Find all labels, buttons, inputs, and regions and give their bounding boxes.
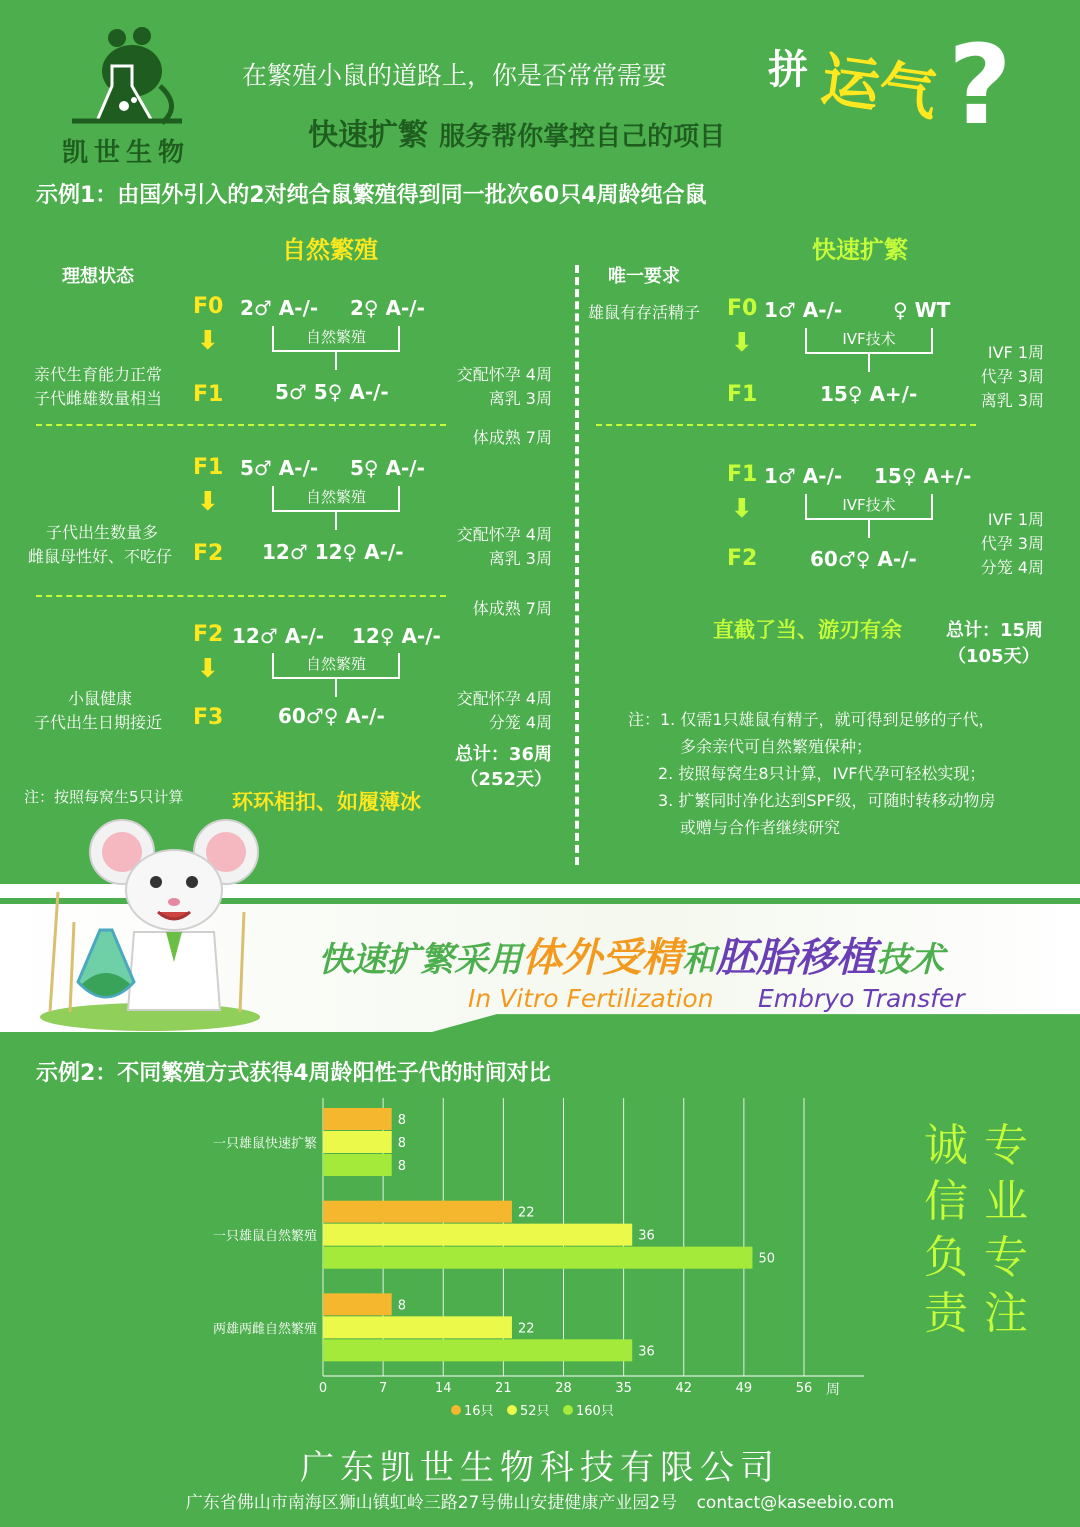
gen-f0-label: F0 [727,296,758,321]
motto-right: 专业专注 [984,1120,1028,1339]
down-arrow-icon: ⬇ [197,326,219,356]
bar [323,1316,512,1338]
fast-note-line: 或赠与合作者继续研究 [680,818,841,837]
legend-marker [451,1405,461,1415]
method-bracket: IVF技术 [805,328,933,354]
method-bracket: 自然繁殖 [272,326,400,352]
bar-value-label: 36 [638,1228,655,1244]
bar-value-label: 22 [517,1205,535,1221]
natural-note: 子代出生数量多 [46,523,159,542]
natural-note: 子代雌雄数量相当 [34,389,163,408]
bar [323,1131,392,1153]
bar-chart [0,1090,900,1430]
method-bracket: 自然繁殖 [272,486,400,512]
natural-slogan: 环环相扣、如履薄冰 [232,790,421,814]
offspring-result: 60♂♀ A-/- [278,704,385,728]
fast-total-days: （105天） [948,646,1040,667]
parent-female: 15♀ A+/- [874,464,972,488]
bar-value-label: 8 [397,1113,406,1128]
mouse-flask-logo-icon [62,26,192,126]
natural-total-days: （252天） [460,769,552,790]
legend-label: 52只 [520,1404,550,1419]
down-arrow-icon: ⬇ [197,487,219,517]
offspring-result: 12♂ 12♀ A-/- [262,540,404,564]
legend-label: 160只 [576,1404,614,1419]
parent-female: 12♀ A-/- [352,624,441,648]
parent-male: 1♂ A-/- [764,464,843,488]
x-tick-label: 14 [434,1381,452,1396]
fast-total: 总计：15周 [946,620,1044,641]
divider-dashed [36,424,446,426]
fast-requirement-label: 唯一要求 [608,266,680,287]
x-tick-label: 0 [318,1381,328,1396]
gen-f1-label: F1 [727,382,758,407]
bar-value-label: 8 [397,1136,406,1151]
bar [323,1293,392,1315]
bar [323,1108,392,1130]
x-tick-label: 28 [555,1381,572,1396]
fast-requirement-text: 雄鼠有存活精子 [588,303,701,322]
legend-marker [563,1405,573,1415]
time-mating: 交配怀孕 4周 [456,525,552,544]
bar-value-label: 8 [397,1159,406,1174]
bracket-stem [868,354,870,372]
offspring-result: 60♂♀ A-/- [810,547,917,571]
time-maturity: 体成熟 7周 [472,428,552,447]
bar [323,1154,392,1176]
natural-total: 总计：36周 [454,744,552,765]
fast-heading: 快速扩繁 [812,236,908,264]
time-weaning: 离乳 3周 [488,389,552,408]
x-axis-label: 周 [826,1382,840,1398]
banner-ivf-en: In Vitro Fertilization [468,984,714,1013]
time-maturity: 体成熟 7周 [472,599,552,618]
bracket-stem [335,352,337,370]
gen-f0-label: F0 [193,294,224,319]
time-ivf: IVF 1周 [987,343,1044,362]
down-arrow-icon: ⬇ [731,494,753,524]
category-label: 一只雄鼠快速扩繁 [212,1136,317,1152]
gen-f1-label: F1 [193,382,224,407]
gen-f2-label: F2 [193,541,224,566]
divider-dashed [596,424,976,426]
banner-title [318,926,944,983]
gen-f2-label: F2 [727,546,758,571]
offspring-result: 5♂ 5♀ A-/- [275,380,389,404]
fast-notes [628,706,1048,841]
header-question-text: 在繁殖小鼠的道路上，你是否常常需要 [242,61,668,90]
header-service-text: 服务帮你掌控自己的项目 [439,122,726,152]
legend-label: 16只 [464,1404,494,1419]
parent-male: 2♂ A-/- [240,296,319,320]
x-tick-label: 49 [735,1381,753,1396]
parent-male: 5♂ A-/- [240,456,319,480]
gen-f2-label: F2 [193,622,224,647]
header-luck: 运气 [817,45,942,129]
fast-slogan: 直截了当、游刃有余 [713,618,902,642]
time-weaning: 离乳 3周 [488,549,552,568]
natural-note: 雌鼠母性好、不吃仔 [28,547,173,566]
offspring-result: 15♀ A+/- [820,382,918,406]
x-tick-label: 42 [675,1381,693,1396]
example2-title: 示例2：不同繁殖方式获得4周龄阳性子代的时间对比 [36,1061,551,1086]
time-split: 分笼 4周 [980,558,1044,577]
method-bracket: IVF技术 [805,494,933,520]
gen-f3-label: F3 [193,705,224,730]
category-label: 两雄两雌自然繁殖 [212,1321,317,1337]
parent-male: 1♂ A-/- [764,298,843,322]
parent-female: 5♀ A-/- [350,456,425,480]
x-tick-label: 7 [378,1381,388,1396]
banner-title-part: 技术 [876,940,944,980]
column-divider [575,265,579,865]
mouse-mascot-icon [30,812,270,1032]
footer-address-line [0,1488,1080,1513]
example1-title: 示例1：由国外引入的2对纯合鼠繁殖得到同一批次60只4周龄纯合鼠 [36,183,707,208]
natural-state-label: 理想状态 [62,266,134,287]
down-arrow-icon: ⬇ [731,328,753,358]
banner-ivf: 体外受精 [522,935,682,981]
x-tick-label: 35 [615,1381,632,1396]
natural-footnote: 注：按照每窝生5只计算 [24,788,184,806]
bracket-stem [335,512,337,530]
header-line1 [242,56,667,92]
bar-value-label: 8 [397,1298,406,1314]
natural-note: 小鼠健康 [68,689,133,708]
brand-logo [62,26,192,168]
legend-marker [507,1405,517,1415]
fast-note-line: 多余亲代可自然繁殖保种； [680,737,873,756]
bar-value-label: 36 [638,1344,655,1360]
footer-contact[interactable]: contact@kaseebio.com [696,1493,895,1513]
brand-name: 凯世生物 [62,138,191,168]
down-arrow-icon: ⬇ [197,654,219,684]
fast-note-line: 注：1. 仅需1只雄鼠有精子，就可得到足够的子代， [628,710,995,729]
time-weaning: 离乳 3周 [980,391,1044,410]
bar-value-label: 50 [758,1251,776,1267]
fast-note-line: 3. 扩繁同时净化达到SPF级，可随时转移动物房 [658,791,996,810]
bar [323,1339,632,1361]
time-surrogate: 代孕 3周 [980,367,1044,386]
x-tick-label: 56 [795,1381,813,1396]
bar [323,1247,752,1269]
header-fast-breeding: 快速扩繁 [308,118,428,153]
time-mating: 交配怀孕 4周 [456,365,552,384]
parent-male: 12♂ A-/- [232,624,325,648]
divider-dashed [36,595,446,597]
natural-heading: 自然繁殖 [282,236,378,264]
natural-note: 亲代生育能力正常 [34,365,163,384]
banner-title-part: 快速扩繁采用 [318,940,522,980]
method-bracket: 自然繁殖 [272,653,400,679]
bracket-stem [868,520,870,538]
category-label: 一只雄鼠自然繁殖 [212,1229,317,1245]
gen-f1-label: F1 [193,455,224,480]
bracket-stem [335,679,337,697]
parent-female: ♀ WT [893,298,951,322]
motto-left: 诚信负责 [924,1120,968,1339]
header-pin: 拼 [768,47,808,93]
bar [323,1224,632,1246]
banner-et-en: Embryo Transfer [758,984,965,1013]
time-weaning: 分笼 4周 [488,713,552,732]
banner-title-part: 和 [682,940,716,980]
time-ivf: IVF 1周 [987,510,1044,529]
gen-f1-label: F1 [727,462,758,487]
time-surrogate: 代孕 3周 [980,534,1044,553]
parent-female: 2♀ A-/- [350,296,425,320]
bar [323,1201,512,1223]
time-mating: 交配怀孕 4周 [456,689,552,708]
banner-et: 胚胎移植 [716,935,876,981]
footer-address: 广东省佛山市南海区狮山镇虹岭三路27号佛山安捷健康产业园2号 [185,1493,678,1513]
natural-note: 子代出生日期接近 [34,713,163,732]
header-question-mark: ? [948,21,1012,149]
x-tick-label: 21 [495,1381,512,1396]
bar-value-label: 22 [517,1321,535,1337]
fast-note-line: 2. 按照每窝生8只计算，IVF代孕可轻松实现； [658,764,986,783]
header-line2 [308,110,725,154]
footer-company: 广东凯世生物科技有限公司 [300,1448,780,1488]
